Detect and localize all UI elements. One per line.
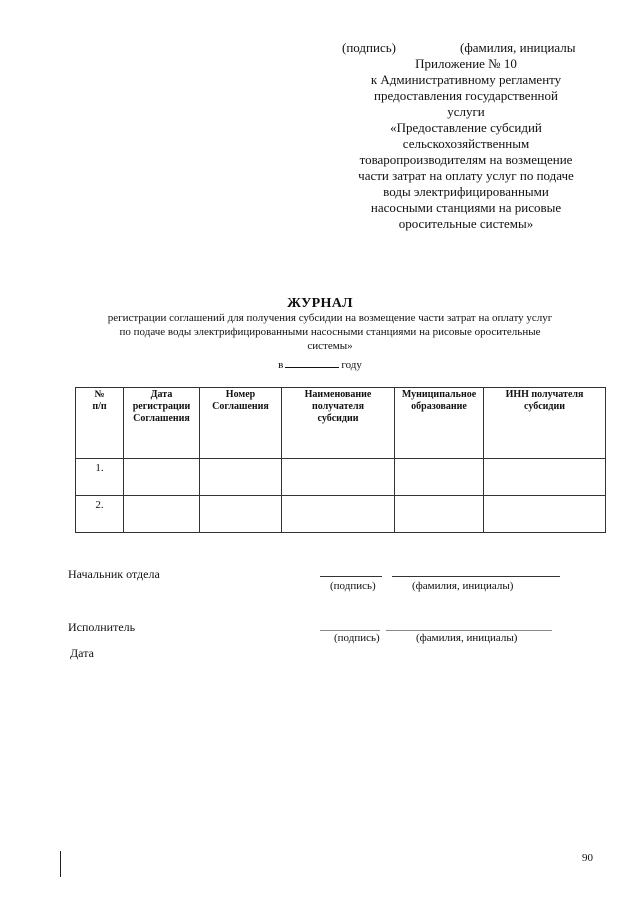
executor-signature-caption: (подпись) bbox=[334, 632, 380, 644]
appendix-line: «Предоставление субсидий bbox=[390, 120, 542, 135]
appendix-line: к Административному регламенту bbox=[370, 72, 562, 87]
year-suffix: году bbox=[341, 359, 362, 371]
executor-label: Исполнитель bbox=[68, 620, 136, 634]
row-number: 1. bbox=[76, 459, 124, 496]
journal-subtitle-line: по подаче воды электрифицированными насосными станциями на рисовые оросительные bbox=[119, 326, 541, 338]
head-signature-caption: (подпись) bbox=[330, 580, 376, 592]
head-name-line bbox=[392, 576, 560, 577]
head-signature-line bbox=[320, 576, 382, 577]
col-header-inn: ИНН получателя субсидии bbox=[484, 388, 606, 459]
top-signature-caption: (подпись) bbox=[342, 40, 396, 55]
appendix-line: предоставления государственной bbox=[374, 88, 558, 103]
table-row bbox=[76, 496, 606, 533]
col-header-number: № п/п bbox=[76, 388, 124, 459]
table-cell bbox=[484, 459, 606, 496]
registration-table bbox=[75, 387, 606, 533]
top-name-caption: (фамилия, инициалы bbox=[460, 40, 576, 55]
margin-bar bbox=[60, 851, 61, 877]
table-cell bbox=[484, 496, 606, 533]
head-of-department-label: Начальник отдела bbox=[68, 567, 160, 581]
journal-title: ЖУРНАЛ bbox=[287, 296, 353, 311]
table-cell bbox=[282, 459, 395, 496]
col-header-recipient-name: Наименование получателя субсидии bbox=[282, 388, 395, 459]
appendix-line: товаропроизводителям на возмещение bbox=[359, 152, 573, 167]
journal-subtitle-line: регистрации соглашений для получения субсидии на возмещение части затрат на оплату услуг bbox=[107, 312, 553, 324]
date-label: Дата bbox=[70, 646, 94, 660]
appendix-line: оросительные системы» bbox=[398, 216, 534, 231]
table-cell bbox=[395, 459, 484, 496]
journal-year-line bbox=[0, 357, 640, 371]
executor-signature-line bbox=[320, 630, 380, 631]
table-header-row bbox=[76, 388, 606, 459]
page-number: 90 bbox=[582, 852, 593, 864]
year-prefix: в bbox=[278, 359, 284, 371]
col-header-reg-date: Дата регистрации Соглашения bbox=[124, 388, 200, 459]
table-cell bbox=[282, 496, 395, 533]
appendix-line: сельскохозяйственным bbox=[402, 136, 530, 151]
head-name-caption: (фамилия, инициалы) bbox=[412, 580, 514, 592]
table-cell bbox=[395, 496, 484, 533]
col-header-municipality: Муниципальное образование bbox=[395, 388, 484, 459]
executor-name-line bbox=[386, 630, 552, 631]
table-row bbox=[76, 459, 606, 496]
journal-subtitle-line: системы» bbox=[307, 340, 353, 352]
table-cell bbox=[124, 459, 200, 496]
executor-name-caption: (фамилия, инициалы) bbox=[416, 632, 518, 644]
row-number: 2. bbox=[76, 496, 124, 533]
appendix-header bbox=[330, 56, 602, 232]
table-cell bbox=[200, 459, 282, 496]
appendix-line: услуги bbox=[447, 104, 485, 119]
table-cell bbox=[200, 496, 282, 533]
journal-subtitle bbox=[62, 311, 598, 353]
col-header-agreement-number: Номер Соглашения bbox=[200, 388, 282, 459]
appendix-line: Приложение № 10 bbox=[415, 56, 517, 71]
appendix-line: воды электрифицированными bbox=[383, 184, 549, 199]
appendix-line: части затрат на оплату услуг по подаче bbox=[358, 168, 574, 183]
table-cell bbox=[124, 496, 200, 533]
appendix-line: насосными станциями на рисовые bbox=[370, 200, 562, 215]
year-blank-field bbox=[285, 357, 339, 368]
